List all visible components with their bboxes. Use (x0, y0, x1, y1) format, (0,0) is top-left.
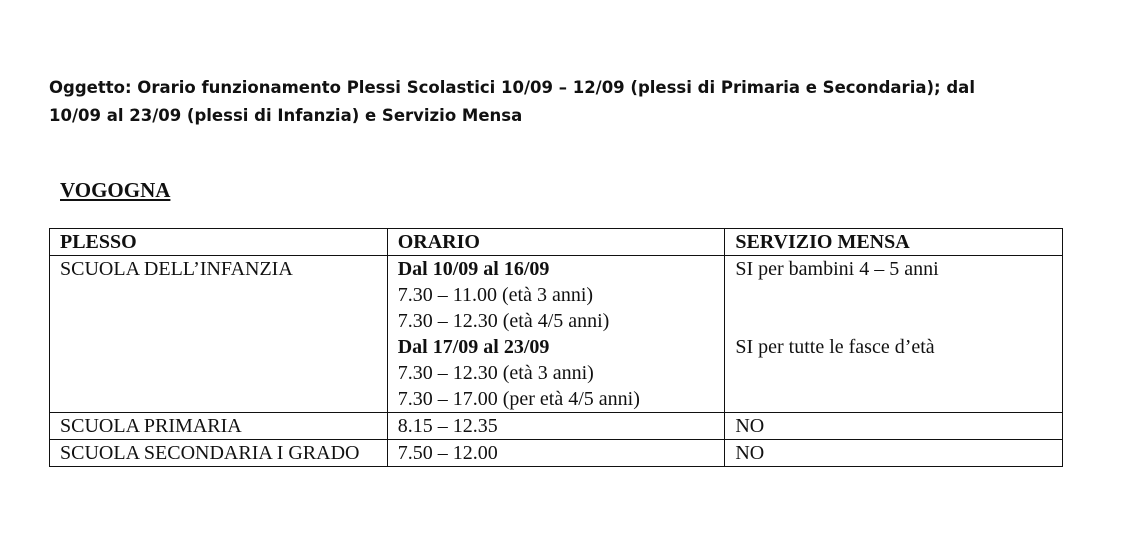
location-title: VOGOGNA (60, 178, 171, 202)
cell-orario-infanzia (387, 256, 725, 413)
cell-mensa-secondaria: NO (725, 440, 1063, 467)
mensa-infanzia-line-2: SI per tutte le fasce d’età (735, 336, 935, 358)
schedule-table (49, 228, 1063, 467)
subject-heading (49, 74, 1049, 130)
subject-line-1: Oggetto: Orario funzionamento Plessi Scolastici 10/09 – 12/09 (plessi di Primaria e Secondaria); dal (49, 78, 975, 97)
period-1-line-2: 7.30 – 12.30 (età 4/5 anni) (397, 310, 610, 332)
cell-orario-primaria: 8.15 – 12.35 (387, 413, 725, 440)
cell-orario-secondaria: 7.50 – 12.00 (387, 440, 725, 467)
period-1-title: Dal 10/09 al 16/09 (397, 258, 550, 280)
cell-plesso-primaria: SCUOLA PRIMARIA (50, 413, 388, 440)
cell-plesso-infanzia: SCUOLA DELL’INFANZIA (50, 256, 388, 413)
period-2-line-2: 7.30 – 17.00 (per età 4/5 anni) (397, 388, 640, 410)
table-row-primaria (50, 413, 1063, 440)
header-servizio-mensa: SERVIZIO MENSA (725, 229, 1063, 256)
cell-mensa-infanzia (725, 256, 1063, 413)
period-2-title: Dal 17/09 al 23/09 (397, 336, 550, 358)
subject-line-2: 10/09 al 23/09 (plessi di Infanzia) e Servizio Mensa (49, 106, 523, 125)
table-row-secondaria (50, 440, 1063, 467)
header-orario: ORARIO (387, 229, 725, 256)
period-1-line-1: 7.30 – 11.00 (età 3 anni) (397, 284, 594, 306)
cell-plesso-secondaria: SCUOLA SECONDARIA I GRADO (50, 440, 388, 467)
table-row-infanzia (50, 256, 1063, 413)
table-header-row (50, 229, 1063, 256)
cell-mensa-primaria: NO (725, 413, 1063, 440)
period-2-line-1: 7.30 – 12.30 (età 3 anni) (397, 362, 594, 384)
mensa-spacer (735, 282, 1052, 334)
mensa-infanzia-line-1: SI per bambini 4 – 5 anni (735, 258, 939, 280)
header-plesso: PLESSO (50, 229, 388, 256)
